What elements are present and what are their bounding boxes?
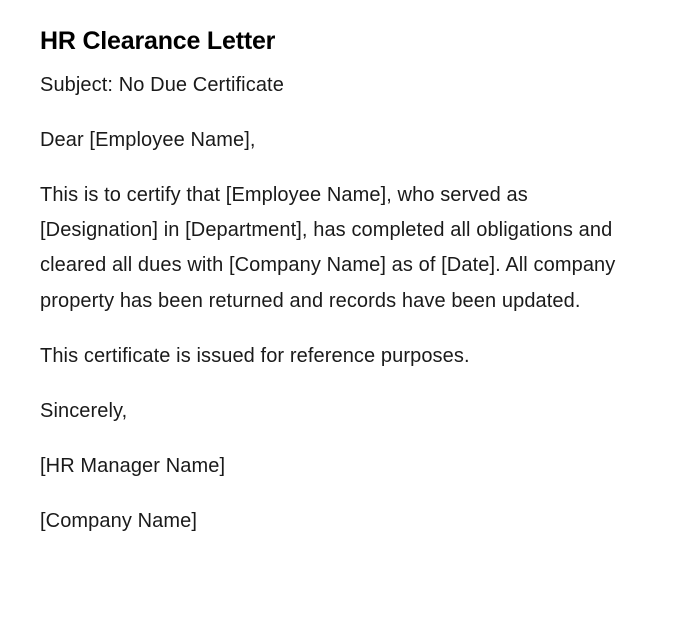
- salutation: Dear [Employee Name],: [40, 129, 256, 151]
- letter-document: [40, 22, 640, 539]
- closing: Sincerely,: [40, 399, 128, 422]
- company-name: [Company Name]: [40, 509, 198, 532]
- page-title: HR Clearance Letter: [40, 27, 276, 55]
- subject-line: Subject: No Due Certificate: [40, 74, 284, 96]
- signatory-name: [HR Manager Name]: [40, 454, 226, 477]
- body-paragraph: This is to certify that [Employee Name], who served as [Designation] in [Department], has completed all obligations and cleared all dues with [Company Name] as of [Date]. All company property has been returned and records have been updated.: [40, 184, 616, 312]
- purpose-statement: This certificate is issued for reference purposes.: [40, 344, 470, 367]
